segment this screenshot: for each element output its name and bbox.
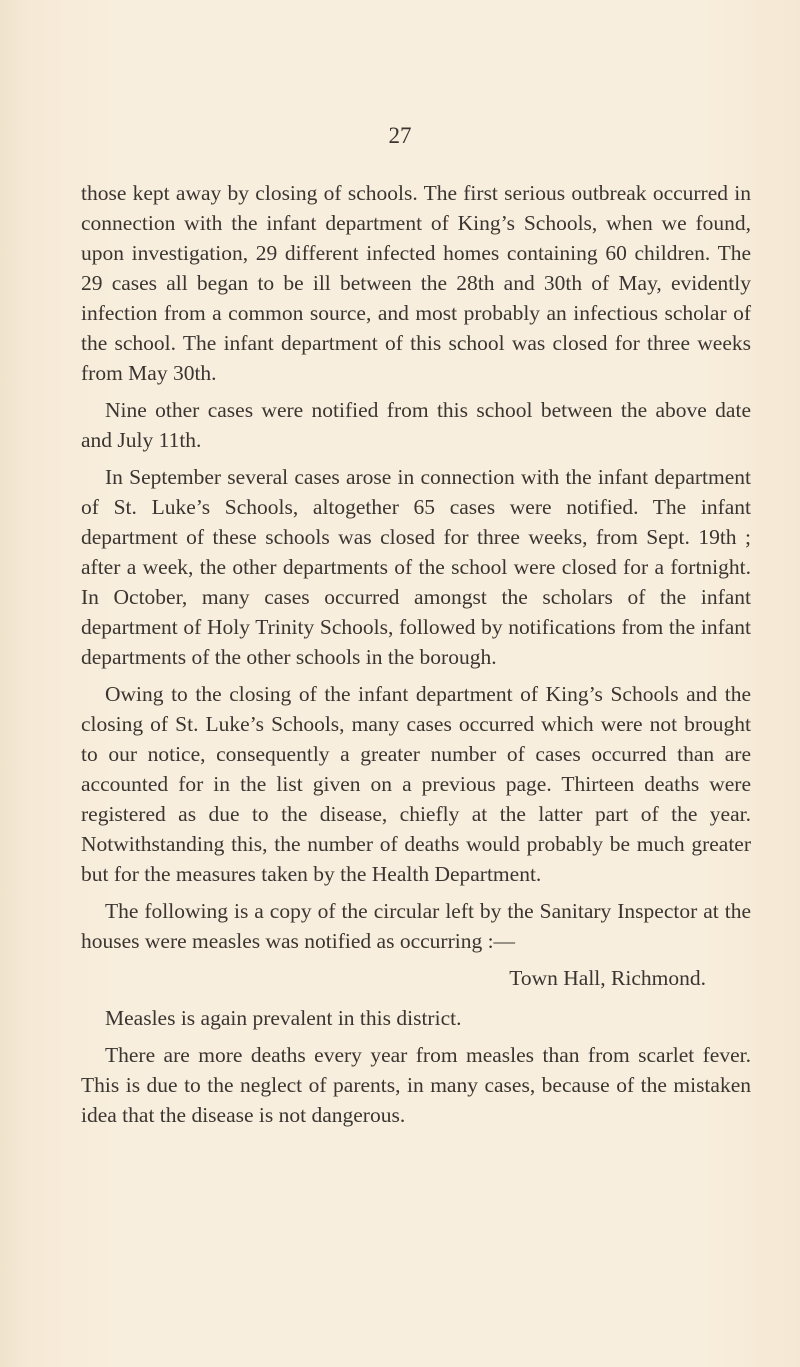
paragraph-continuation: those kept away by closing of schools. The first serious outbreak occurred in connection with the infant department of King’s Schools, when we found, upon investigation, 29 different infected homes containing 60 children. The 29 cases all began to be ill between the 28th and 30th of May, evidently infection from a common source, and most probably an infectious scholar of the school. The infant department of this school was closed for three weeks from May 30th. (81, 181, 751, 385)
body-text (81, 178, 751, 1137)
paragraph-school-closings: Owing to the closing of the infant department of King’s Schools and the closing of St. Luke’s Schools, many cases occurred which were not brought to our notice, consequently a greater number of cases occurred than are accounted for in the list given on a previous page. Thirteen deaths were registered as due to the disease, chiefly at the latter part of the year. Notwithstanding this, the number of deaths would probably be much greater but for the measures taken by the Health Department. (81, 682, 751, 886)
circular-paragraph-deaths: There are more deaths every year from measles than from scarlet fever. This is due to the neglect of parents, in many cases, because of the mistaken idea that the disease is not dangerous. (81, 1043, 751, 1127)
page-number: 27 (388, 123, 412, 148)
paragraph-nine-other-cases: Nine other cases were notified from this school between the above date and July 11th. (81, 398, 751, 452)
paragraph-september-outbreak: In September several cases arose in connection with the infant department of St. Luke’s Schools, altogether 65 cases were notified. The infant department of these schools was closed for three weeks, from Sept. 19th ; after a week, the other departments of the school were closed for a fortnight. In October, many cases occurred amongst the scholars of the infant department of Holy Trinity Schools, followed by notifications from the infant departments of the other schools in the borough. (81, 465, 751, 669)
circular-address: Town Hall, Richmond. (509, 966, 706, 990)
paragraph-circular-intro: The following is a copy of the circular left by the Sanitary Inspector at the houses were measles was notified as occurring :— (81, 899, 751, 953)
circular-paragraph-prevalent: Measles is again prevalent in this district. (105, 1006, 462, 1030)
